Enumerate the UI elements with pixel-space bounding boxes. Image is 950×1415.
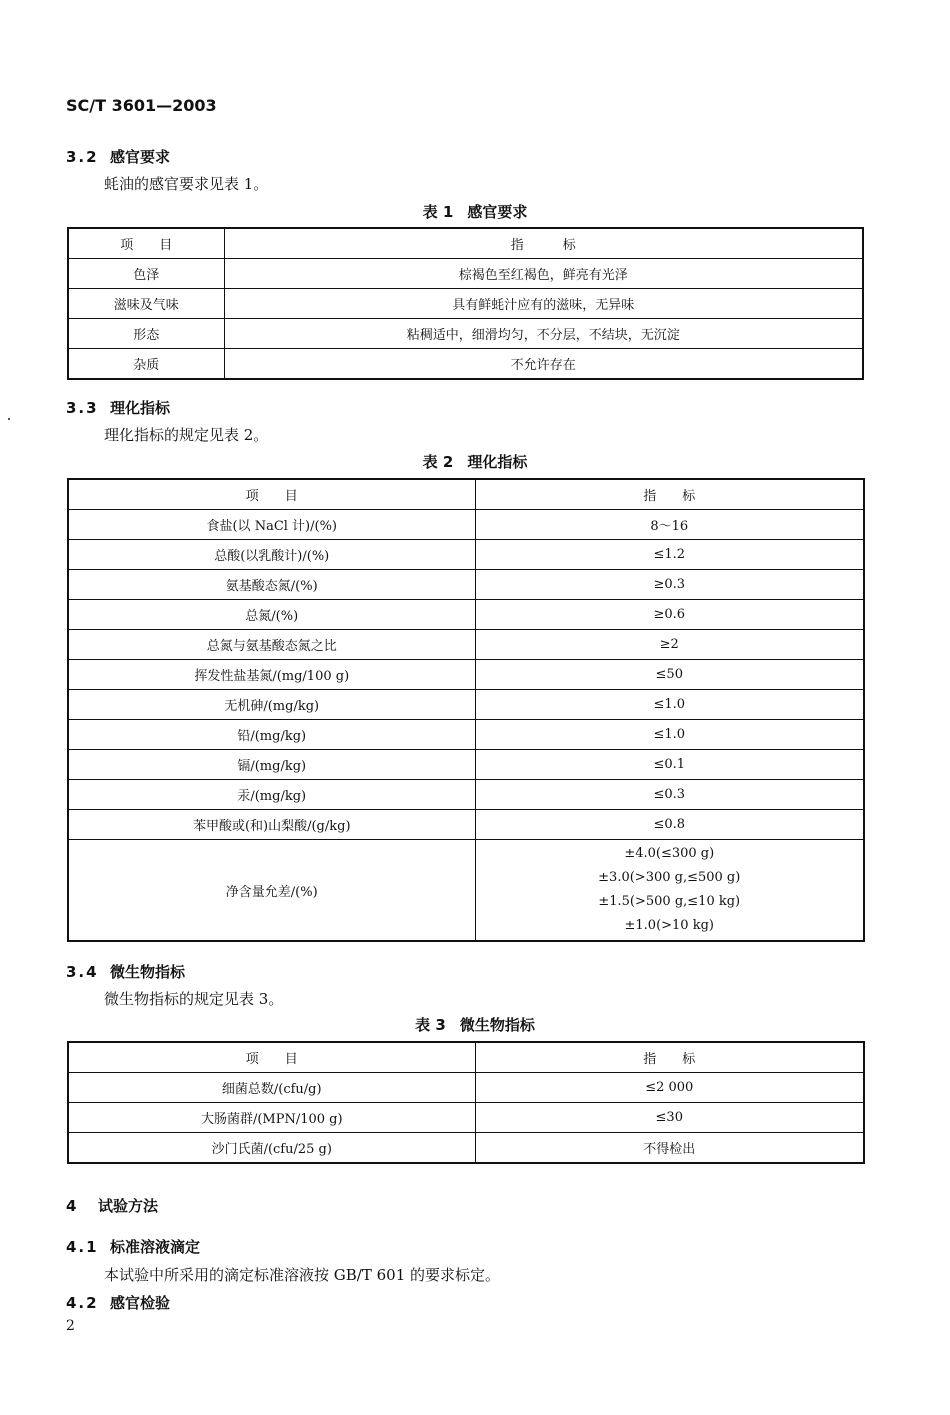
net-content-line: ±1.5(>500 g,≤10 kg) <box>598 894 741 909</box>
table-cell: ≥0.6 <box>475 600 864 630</box>
section-3-2-heading <box>66 146 170 167</box>
table-header-row <box>68 228 863 259</box>
table-header-cell: 指 标 <box>475 1042 864 1073</box>
section-3-3-text: 理化指标的规定见表 2。 <box>104 426 269 444</box>
table-row <box>68 720 864 750</box>
table-row <box>68 780 864 810</box>
standard-code: SC/T 3601—2003 <box>66 96 217 115</box>
table1-caption <box>0 201 950 222</box>
section-title: 理化指标 <box>110 399 171 417</box>
table-row <box>68 1133 864 1164</box>
table-cell: 苯甲酸或(和)山梨酸/(g/kg) <box>68 810 475 840</box>
section-title: 感官检验 <box>110 1294 171 1312</box>
table-cell: 色泽 <box>68 259 224 289</box>
table-cell: ≤0.8 <box>475 810 864 840</box>
table-cell: ≥0.3 <box>475 570 864 600</box>
table-cell: ≤50 <box>475 660 864 690</box>
table-cell: 沙门氏菌/(cfu/25 g) <box>68 1133 475 1164</box>
table-row <box>68 630 864 660</box>
section-number: 3.4 <box>66 963 99 981</box>
table-cell: 不允许存在 <box>224 349 863 380</box>
table-cell: ≤2 000 <box>475 1073 864 1103</box>
table-cell: ≤1.2 <box>475 540 864 570</box>
table3-caption <box>0 1014 950 1035</box>
table-row <box>68 510 864 540</box>
table-header-cell: 项 目 <box>68 228 224 259</box>
table-cell-multiline <box>475 840 864 942</box>
section-title: 微生物指标 <box>110 963 186 981</box>
page-number: 2 <box>66 1318 75 1334</box>
table-row <box>68 289 863 319</box>
table-row <box>68 570 864 600</box>
section-title: 标准溶液滴定 <box>110 1238 201 1256</box>
net-content-line: ±4.0(≤300 g) <box>624 846 715 861</box>
table-cell: 氨基酸态氮/(%) <box>68 570 475 600</box>
table-header-cell: 项 目 <box>68 479 475 510</box>
section-number: 3.3 <box>66 399 99 417</box>
table-cell: 镉/(mg/kg) <box>68 750 475 780</box>
table-cell: 净含量允差/(%) <box>68 840 475 942</box>
section-4-heading <box>66 1195 158 1216</box>
table-header-row <box>68 1042 864 1073</box>
table-header-cell: 项 目 <box>68 1042 475 1073</box>
table-cell: 杂质 <box>68 349 224 380</box>
section-number: 4.2 <box>66 1294 99 1312</box>
table-row <box>68 600 864 630</box>
table-cell: 形态 <box>68 319 224 349</box>
table-row <box>68 1103 864 1133</box>
table-cell: 食盐(以 NaCl 计)/(%) <box>68 510 475 540</box>
table-cell: 8～16 <box>475 510 864 540</box>
table-row <box>68 810 864 840</box>
section-title: 感官要求 <box>110 148 171 166</box>
table1-sensory <box>67 227 864 380</box>
table-cell: 滋味及气味 <box>68 289 224 319</box>
table-caption-title: 感官要求 <box>467 203 528 221</box>
table-caption-number: 表 2 <box>422 453 454 471</box>
table-row <box>68 259 863 289</box>
table-cell: 具有鲜蚝汁应有的滋味，无异味 <box>224 289 863 319</box>
table-cell: 铅/(mg/kg) <box>68 720 475 750</box>
table-caption-number: 表 1 <box>422 203 454 221</box>
table-cell: ≤0.1 <box>475 750 864 780</box>
section-title: 试验方法 <box>98 1197 159 1215</box>
table-cell: 不得检出 <box>475 1133 864 1164</box>
table-row <box>68 540 864 570</box>
section-number: 4 <box>66 1197 79 1215</box>
table-caption-number: 表 3 <box>415 1016 446 1034</box>
section-3-2-text: 蚝油的感官要求见表 1。 <box>104 175 269 193</box>
table-row <box>68 349 863 380</box>
table-cell: 总酸(以乳酸计)/(%) <box>68 540 475 570</box>
table-cell: ≤30 <box>475 1103 864 1133</box>
section-number: 4.1 <box>66 1238 99 1256</box>
section-4-1-heading <box>66 1236 200 1257</box>
table-cell: ≤0.3 <box>475 780 864 810</box>
table-caption-title: 理化指标 <box>467 453 528 471</box>
table-cell: 无机砷/(mg/kg) <box>68 690 475 720</box>
section-3-3-heading <box>66 397 170 418</box>
table-row <box>68 319 863 349</box>
table-header-cell: 指 标 <box>224 228 863 259</box>
table-cell: ≤1.0 <box>475 690 864 720</box>
net-content-line: ±1.0(>10 kg) <box>624 918 714 933</box>
section-4-1-text: 本试验中所采用的滴定标准溶液按 GB/T 601 的要求标定。 <box>104 1266 501 1284</box>
section-3-4-heading <box>66 961 185 982</box>
section-3-4-text: 微生物指标的规定见表 3。 <box>104 990 284 1008</box>
table-cell: 大肠菌群/(MPN/100 g) <box>68 1103 475 1133</box>
section-4-2-heading <box>66 1292 170 1313</box>
table-row <box>68 1073 864 1103</box>
table-row-net-content <box>68 840 864 942</box>
table-row <box>68 750 864 780</box>
scan-speck <box>8 418 10 420</box>
table-row <box>68 660 864 690</box>
net-content-line: ±3.0(>300 g,≤500 g) <box>598 870 741 885</box>
table2-caption <box>0 451 950 472</box>
table-caption-title: 微生物指标 <box>459 1016 535 1034</box>
table-header-cell: 指 标 <box>475 479 864 510</box>
section-number: 3.2 <box>66 148 99 166</box>
table-row <box>68 690 864 720</box>
table-cell: 总氮与氨基酸态氮之比 <box>68 630 475 660</box>
table-cell: 粘稠适中，细滑均匀，不分层，不结块，无沉淀 <box>224 319 863 349</box>
table-header-row <box>68 479 864 510</box>
table-cell: 挥发性盐基氮/(mg/100 g) <box>68 660 475 690</box>
table-cell: ≥2 <box>475 630 864 660</box>
table-cell: 细菌总数/(cfu/g) <box>68 1073 475 1103</box>
table3-microbiological <box>67 1041 865 1164</box>
table-cell: 汞/(mg/kg) <box>68 780 475 810</box>
table-cell: 棕褐色至红褐色，鲜亮有光泽 <box>224 259 863 289</box>
table-cell: ≤1.0 <box>475 720 864 750</box>
table2-physicochemical <box>67 478 865 942</box>
table-cell: 总氮/(%) <box>68 600 475 630</box>
